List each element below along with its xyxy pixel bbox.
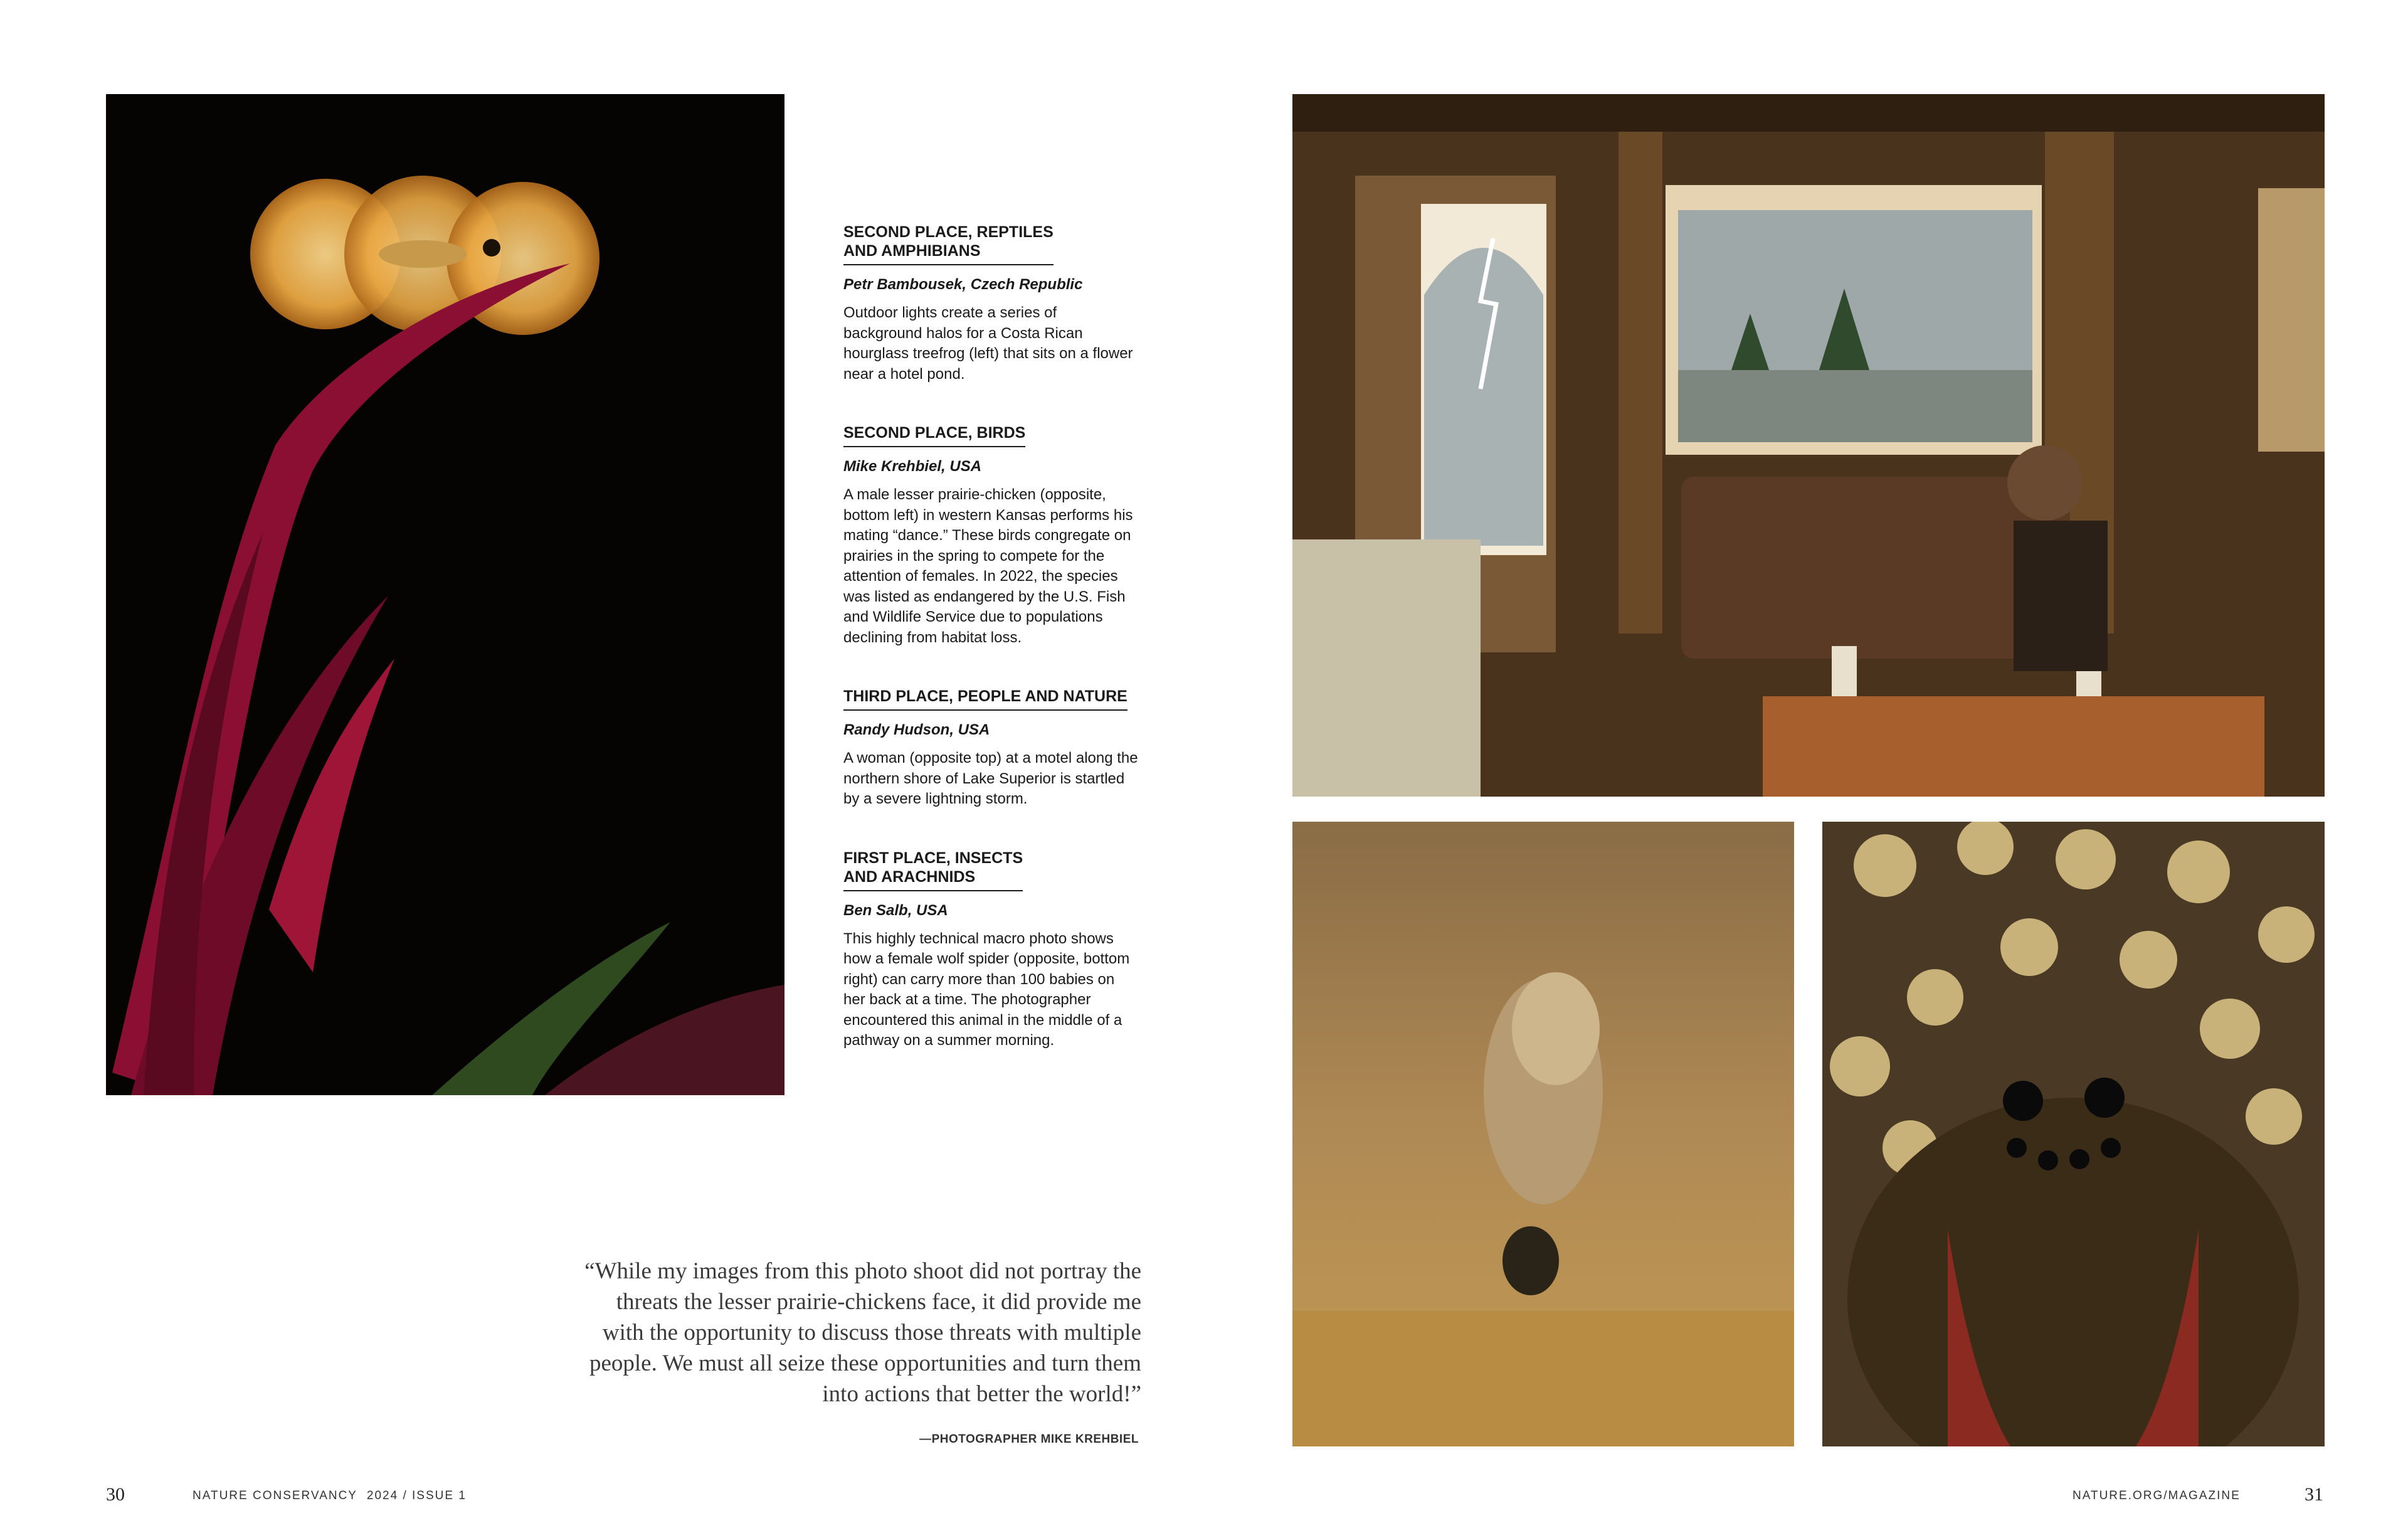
caption-credit: Ben Salb, USA — [843, 901, 948, 919]
running-footer-left — [193, 1489, 467, 1503]
caption-body: A woman (opposite top) at a motel along the northern shore of Lake Superior is startled by a severe lightning storm. — [843, 750, 1138, 807]
treefrog-photo — [106, 94, 784, 1095]
caption-title: SECOND PLACE, REPTILES AND AMPHIBIANS — [843, 223, 1054, 265]
website-footer: NATURE.ORG/MAGAZINE — [2073, 1489, 2241, 1502]
caption-reptiles — [843, 223, 1170, 385]
pull-quote-attribution: —PHOTOGRAPHER MIKE KREHBIEL — [919, 1433, 1139, 1446]
caption-people — [843, 687, 1170, 810]
page-number-left: 30 — [106, 1484, 125, 1505]
caption-title: THIRD PLACE, PEOPLE AND NATURE — [843, 687, 1127, 711]
caption-credit: Petr Bambousek, Czech Republic — [843, 276, 1083, 293]
wolf-spider-photo — [1822, 822, 2325, 1446]
caption-title: FIRST PLACE, INSECTS AND ARACHNIDS — [843, 849, 1023, 891]
pull-quote: “While my images from this photo shoot did not portray the threats the lesser prairie-chickens face, it did provide me with the opportunity to discuss those threats with multiple people. We must all seize these opportunities and turn them into actions that better the world!” — [584, 1258, 1141, 1407]
issue-label: 2024 / ISSUE 1 — [366, 1489, 467, 1502]
caption-body: Outdoor lights create a series of background halos for a Costa Rican hourglass treefrog (left) that sits on a flower near a hotel pond. — [843, 304, 1133, 383]
caption-title: SECOND PLACE, BIRDS — [843, 423, 1025, 447]
prairie-chicken-photo — [1292, 822, 1794, 1446]
publication-name: NATURE CONSERVANCY — [193, 1489, 357, 1502]
page-number-right: 31 — [2305, 1484, 2323, 1505]
motel-lightning-photo — [1292, 94, 2325, 797]
caption-column — [843, 223, 1170, 1090]
caption-credit: Mike Krehbiel, USA — [843, 458, 982, 475]
caption-credit: Randy Hudson, USA — [843, 721, 990, 738]
caption-insects — [843, 849, 1170, 1051]
caption-body: A male lesser prairie-chicken (opposite, bottom left) in western Kansas performs his mating “dance.” These birds congregate on prairies in the spring to compete for the attention of females. In 2022, the species was listed as endangered by the U.S. Fish and Wildlife Service due to populations declining from habitat loss. — [843, 486, 1133, 646]
caption-body: This highly technical macro photo shows how a female wolf spider (opposite, bottom right) can carry more than 100 babies on her back at a time. The photographer encountered this animal in the middle of a pathway on a summer morning. — [843, 930, 1130, 1049]
caption-birds — [843, 423, 1170, 648]
